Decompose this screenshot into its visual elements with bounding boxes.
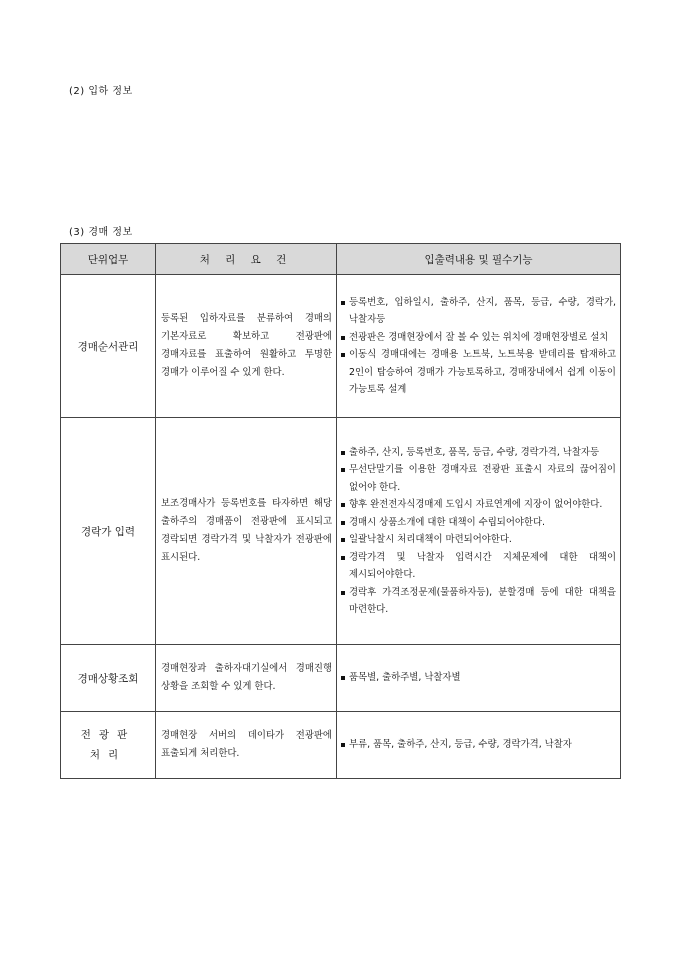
- io-functions-cell: [337, 645, 621, 712]
- header-unit-task: 단위업무: [61, 244, 156, 275]
- list-item: 경락가격 및 낙찰자 입력시간 지체문제에 대한 대책이 제시되어야한다.: [341, 549, 616, 584]
- requirement-cell: 경매현장 서버의 데이타가 전광판에 표출되게 처리한다.: [156, 712, 337, 779]
- list-item: 품목별, 출하주별, 낙찰자별: [341, 669, 616, 687]
- table-row: [61, 712, 621, 779]
- list-item: 등록번호, 입하일시, 출하주, 산지, 품목, 등급, 수량, 경락가, 낙찰자등: [341, 294, 616, 329]
- list-item: 향후 완전전자식경매제 도입시 자료연계에 지장이 없어야한다.: [341, 496, 616, 514]
- unit-task-cell: 경매상황조회: [61, 645, 156, 712]
- list-item: 이동식 경매대에는 경매용 노트북, 노트북용 받데리를 탑재하고 2인이 탑승하여 경매가 가능토록하고, 경매장내에서 쉽게 이동이 가능토록 설계: [341, 346, 616, 399]
- table-header-row: [61, 244, 621, 275]
- section-heading-intake: (2) 입하 정보: [69, 86, 133, 97]
- io-functions-cell: [337, 275, 621, 418]
- unit-task-line-1: 전광판: [80, 729, 136, 741]
- list-item: 경락후 가격조정문제(물품하자등), 분할경매 등에 대한 대책을 마련한다.: [341, 584, 616, 619]
- list-item: 경매시 상품소개에 대한 대책이 수립되어야한다.: [341, 514, 616, 532]
- list-item: 무선단말기를 이용한 경매자료 전광판 표출시 자료의 끊어짐이 없어야 한다.: [341, 461, 616, 496]
- table-row: [61, 645, 621, 712]
- header-io-functions: 입출력내용 및 필수기능: [337, 244, 621, 275]
- auction-spec-table: [60, 243, 621, 779]
- unit-task-cell: 경매순서관리: [61, 275, 156, 418]
- requirement-cell: 경매현장과 출하자대기실에서 경매진행 상황을 조회할 수 있게 한다.: [156, 645, 337, 712]
- requirement-cell: 보조경매사가 등록번호를 타자하면 해당 출하주의 경매품이 전광판에 표시되고 경락되면 경락가격 및 낙찰자가 전광판에 표시된다.: [156, 418, 337, 645]
- io-functions-cell: [337, 418, 621, 645]
- list-item: 일괄낙찰시 처리대책이 마련되어야한다.: [341, 531, 616, 549]
- requirement-cell: 등록된 입하자료를 분류하여 경매의 기본자료로 확보하고 전광판에 경매자료를 표출하여 원활하고 투명한 경매가 이루어질 수 있게 한다.: [156, 275, 337, 418]
- list-item: 부류, 품목, 출하주, 산지, 등급, 수량, 경락가격, 낙찰자: [341, 736, 616, 754]
- unit-task-line-2: 처리: [89, 749, 127, 761]
- io-functions-cell: [337, 712, 621, 779]
- section-heading-auction: (3) 경매 정보: [69, 227, 133, 238]
- unit-task-cell: [61, 712, 156, 779]
- table-row: [61, 418, 621, 645]
- unit-task-cell: 경락가 입력: [61, 418, 156, 645]
- header-processing-requirement: 처 리 요 건: [156, 244, 337, 275]
- list-item: 출하주, 산지, 등록번호, 품목, 등급, 수량, 경락가격, 낙찰자등: [341, 444, 616, 462]
- table-row: [61, 275, 621, 418]
- list-item: 전광판은 경매현장에서 잘 볼 수 있는 위치에 경매현장별로 설치: [341, 329, 616, 347]
